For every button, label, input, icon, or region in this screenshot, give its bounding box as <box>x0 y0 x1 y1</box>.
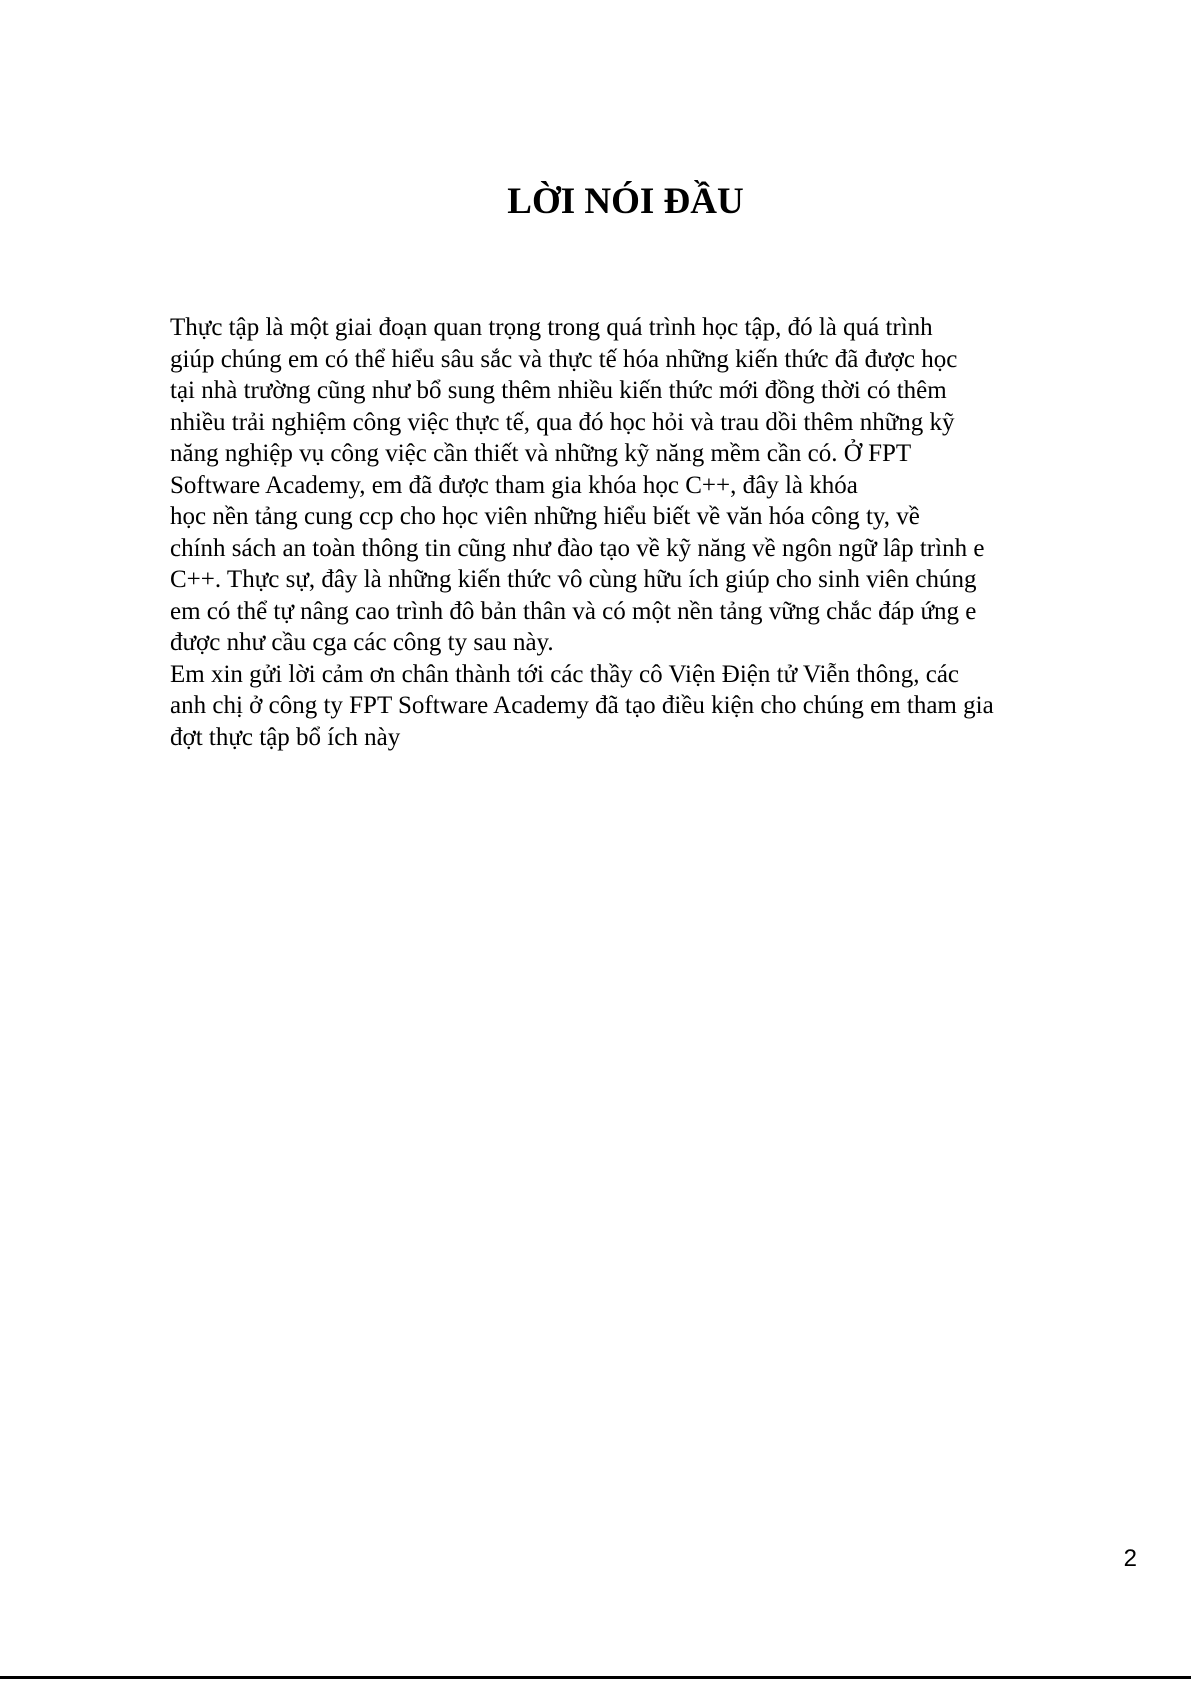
page-number: 2 <box>1123 1545 1137 1572</box>
body-text <box>170 312 1130 753</box>
text-line: anh chị ở công ty FPT Software Academy đã tạo điều kiện cho chúng em tham gia <box>170 692 994 719</box>
text-line: nhiều trải nghiệm công việc thực tế, qua đó học hỏi và trau dồi thêm những kỹ <box>170 408 955 436</box>
paragraph-intro <box>170 312 1130 659</box>
text-line: tại nhà trường cũng như bổ sung thêm nhiều kiến thức mới đồng thời có thêm <box>170 377 947 404</box>
text-line: giúp chúng em có thể hiểu sâu sắc và thực tế hóa những kiến thức đã được học <box>170 345 958 373</box>
text-line: đợt thực tập bổ ích này <box>170 723 401 751</box>
paragraph-thanks <box>170 659 1130 754</box>
bottom-rule <box>0 1676 1191 1679</box>
text-line: Em xin gửi lời cảm ơn chân thành tới các thầy cô Viện Điện tử Viễn thông, các <box>170 660 960 688</box>
text-line: chính sách an toàn thông tin cũng như đào tạo về kỹ năng về ngôn ngữ lâp trình e <box>170 534 985 562</box>
text-line: năng nghiệp vụ công việc cần thiết và những kỹ năng mềm cần có. Ở FPT <box>170 440 912 467</box>
page-title: LỜI NÓI ĐẦU <box>507 181 744 222</box>
text-line: em có thể tự nâng cao trình đô bản thân và có một nền tảng vững chắc đáp ứng e <box>170 597 977 625</box>
text-line: học nền tảng cung ccp cho học viên những hiểu biết về văn hóa công ty, về <box>170 503 920 530</box>
text-line: Thực tập là một giai đoạn quan trọng trong quá trình học tập, đó là quá trình <box>170 314 933 341</box>
text-line: Software Academy, em đã được tham gia khóa học C++, đây là khóa <box>170 471 858 499</box>
text-line: C++. Thực sự, đây là những kiến thức vô cùng hữu ích giúp cho sinh viên chúng <box>170 566 977 593</box>
text-line: được như cầu cga các công ty sau này. <box>170 629 554 656</box>
